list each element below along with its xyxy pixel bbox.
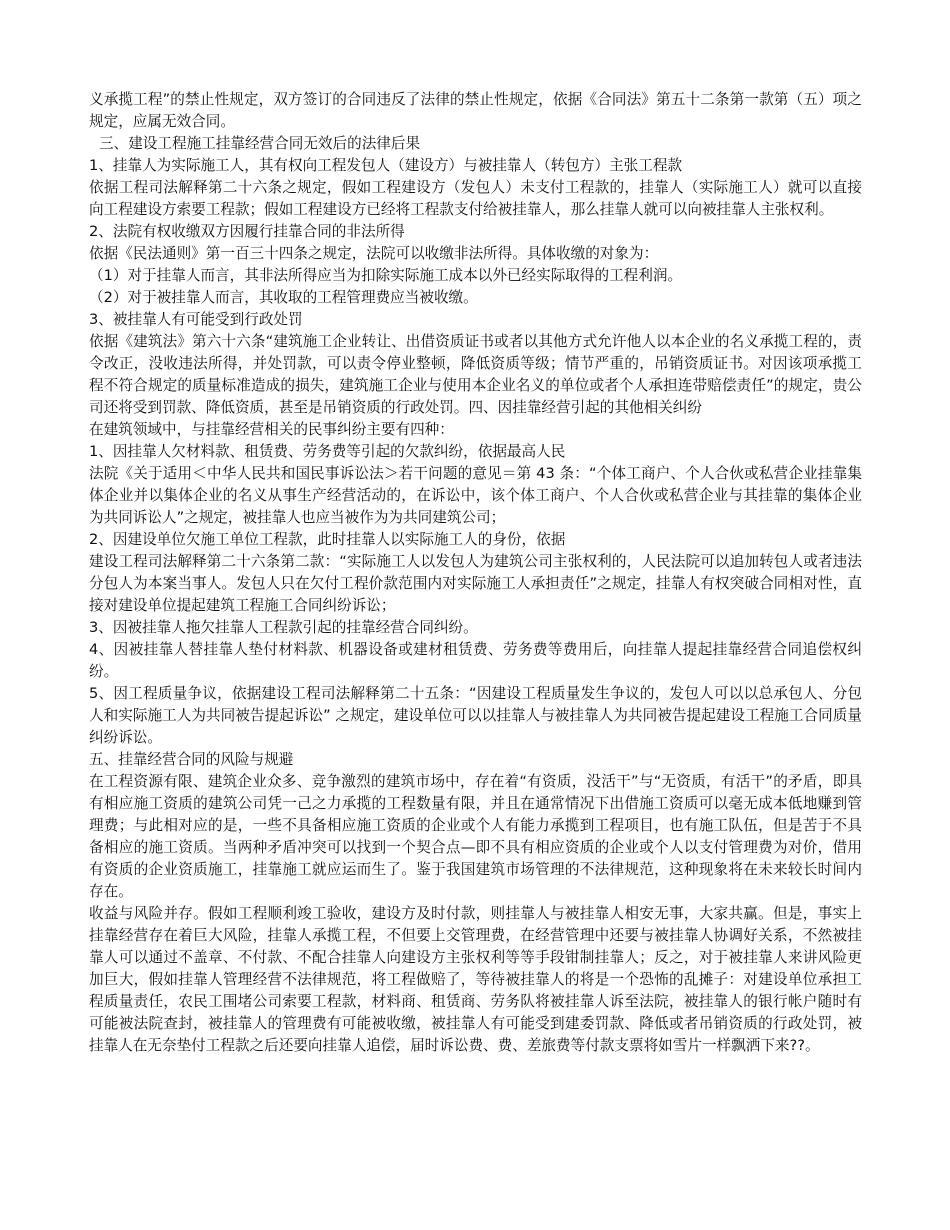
subheading-3-3: 3、被挂靠人有可能受到行政处罚 bbox=[89, 311, 303, 328]
paragraph-3-2: 依据《民法通则》第一百三十四条之规定，法院可以收缴非法所得。具体收缴的对象为： bbox=[89, 245, 659, 262]
list-item-3-2-2: （2）对于被挂靠人而言，其收取的工程管理费应当被收缴。 bbox=[89, 289, 478, 306]
list-item-4-4: 4、因被挂靠人替挂靠人垫付材料款、机器设备或建材租赁费、劳务费等费用后，向挂靠人提起挂靠经营合同追偿权纠纷。 bbox=[89, 641, 862, 680]
paragraph-3-3: 依据《建筑法》第六十六条“建筑施工企业转让、出借资质证书或者以其他方式允许他人以本企业的名义承揽工程的，责令改正，没收违法所得，并处罚款，可以责令停业整顿，降低资质等级；情节严重的，吊销资质证书。对因该项承揽工程不符合规定的质量标准造成的损失，建筑施工企业与使用本企业名义的单位或者个人承担连带赔偿责任”的规定，贵公司还将受到罚款、降低资质，甚至是吊销资质的行政处罚。四、因挂靠经营引起的其他相关纠纷 bbox=[89, 333, 862, 416]
paragraph-5-1: 在工程资源有限、建筑企业众多、竞争激烈的建筑市场中，存在着“有资质，没活干”与“无资质，有活干”的矛盾，即具有相应施工资质的建筑公司凭一己之力承揽的工程数量有限，并且在通常情况下出借施工资质可以毫无成本低地赚到管理费；与此相对应的是，一些不具备相应施工资质的企业或个人有能力承揽到工程项目，也有施工队伍，但是苦于不具备相应的施工资质。当两种矛盾冲突可以找到一个契合点—即不具有相应资质的企业或个人以支付管理费为对价，借用有资质的企业资质施工，挂靠施工就应运而生了。鉴于我国建筑市场管理的不法律规范，这种现象将在未来较长时间内存在。 bbox=[89, 773, 862, 900]
paragraph-4-1: 法院《关于适用＜中华人民共和国民事诉讼法＞若干问题的意见＝第 43 条：“个体工商户、个人合伙或私营企业挂靠集体企业并以集体企业的名义从事生产经营活动的，在诉讼中，该个体工商户、个人合伙或私营企业与其挂靠的集体企业为共同诉讼人”之规定，被挂靠人也应当被作为为共同建筑公司； bbox=[89, 465, 862, 526]
paragraph-4-intro: 在建筑领域中，与挂靠经营相关的民事纠纷主要有四种： bbox=[89, 421, 454, 438]
subheading-3-2: 2、法院有权收缴双方因履行挂靠合同的非法所得 bbox=[89, 223, 405, 240]
paragraph-4-2: 建设工程司法解释第二十六条第二款：“实际施工人以发包人为建筑公司主张权利的，人民法院可以追加转包人或者违法分包人为本案当事人。发包人只在欠付工程价款范围内对实际施工人承担责任”之规定，挂靠人有权突破合同相对性，直接对建设单位提起建筑工程施工合同纠纷诉讼； bbox=[89, 553, 862, 614]
paragraph-3-1: 依据工程司法解释第二十六条之规定，假如工程建设方（发包人）未支付工程款的，挂靠人（实际施工人）就可以直接向工程建设方索要工程款；假如工程建设方已经将工程款支付给被挂靠人，那么挂靠人就可以向被挂靠人主张权利。 bbox=[89, 179, 862, 218]
section-heading-3: 三、建设工程施工挂靠经营合同无效后的法律后果 bbox=[99, 135, 421, 152]
paragraph-intro-continuation: 义承揽工程”的禁止性规定，双方签订的合同违反了法律的禁止性规定，依据《合同法》第五十二条第一款第（五）项之规定，应属无效合同。 bbox=[89, 91, 862, 130]
subheading-3-1: 1、挂靠人为实际施工人，其有权向工程发包人（建设方）与被挂靠人（转包方）主张工程款 bbox=[89, 157, 683, 174]
list-item-4-3: 3、因被挂靠人拖欠挂靠人工程款引起的挂靠经营合同纠纷。 bbox=[89, 619, 478, 636]
list-item-3-2-1: （1）对于挂靠人而言，其非法所得应当为扣除实际施工成本以外已经实际取得的工程利润。 bbox=[89, 267, 683, 284]
list-item-4-1: 1、因挂靠人欠材料款、租赁费、劳务费等引起的欠款纠纷，依据最高人民 bbox=[89, 443, 566, 460]
list-item-4-2: 2、因建设单位欠施工单位工程款，此时挂靠人以实际施工人的身份，依据 bbox=[89, 531, 566, 548]
list-item-4-5: 5、因工程质量争议，依据建设工程司法解释第二十五条：“因建设工程质量发生争议的，发包人可以以总承包人、分包人和实际施工人为共同被告提起诉讼” 之规定，建设单位可以以挂靠人与被挂靠人为共同被告提起建设工程施工合同质量纠纷诉讼。 bbox=[89, 685, 862, 746]
section-heading-5: 五、挂靠经营合同的风险与规避 bbox=[89, 751, 294, 768]
paragraph-5-2: 收益与风险并存。假如工程顺利竣工验收，建设方及时付款，则挂靠人与被挂靠人相安无事，大家共赢。但是，事实上挂靠经营存在着巨大风险，挂靠人承揽工程，不但要上交管理费，在经营管理中还要与被挂靠人协调好关系，不然被挂靠人可以通过不盖章、不付款、不配合挂靠人向建设方主张权利等等手段钳制挂靠人；反之，对于被挂靠人来讲风险更加巨大，假如挂靠人管理经营不法律规范，将工程做赔了，等待被挂靠人的将是一个恐怖的乱摊子：对建设单位承担工程质量责任，农民工围堵公司索要工程款，材料商、租赁商、劳务队将被挂靠人诉至法院，被挂靠人的银行帐户随时有可能被法院查封，被挂靠人的管理费有可能被收缴，被挂靠人有可能受到建委罚款、降低或者吊销资质的行政处罚，被挂靠人在无奈垫付工程款之后还要向挂靠人追偿，届时诉讼费、费、差旅费等付款支票将如雪片一样飘洒下来??。 bbox=[89, 905, 862, 1054]
